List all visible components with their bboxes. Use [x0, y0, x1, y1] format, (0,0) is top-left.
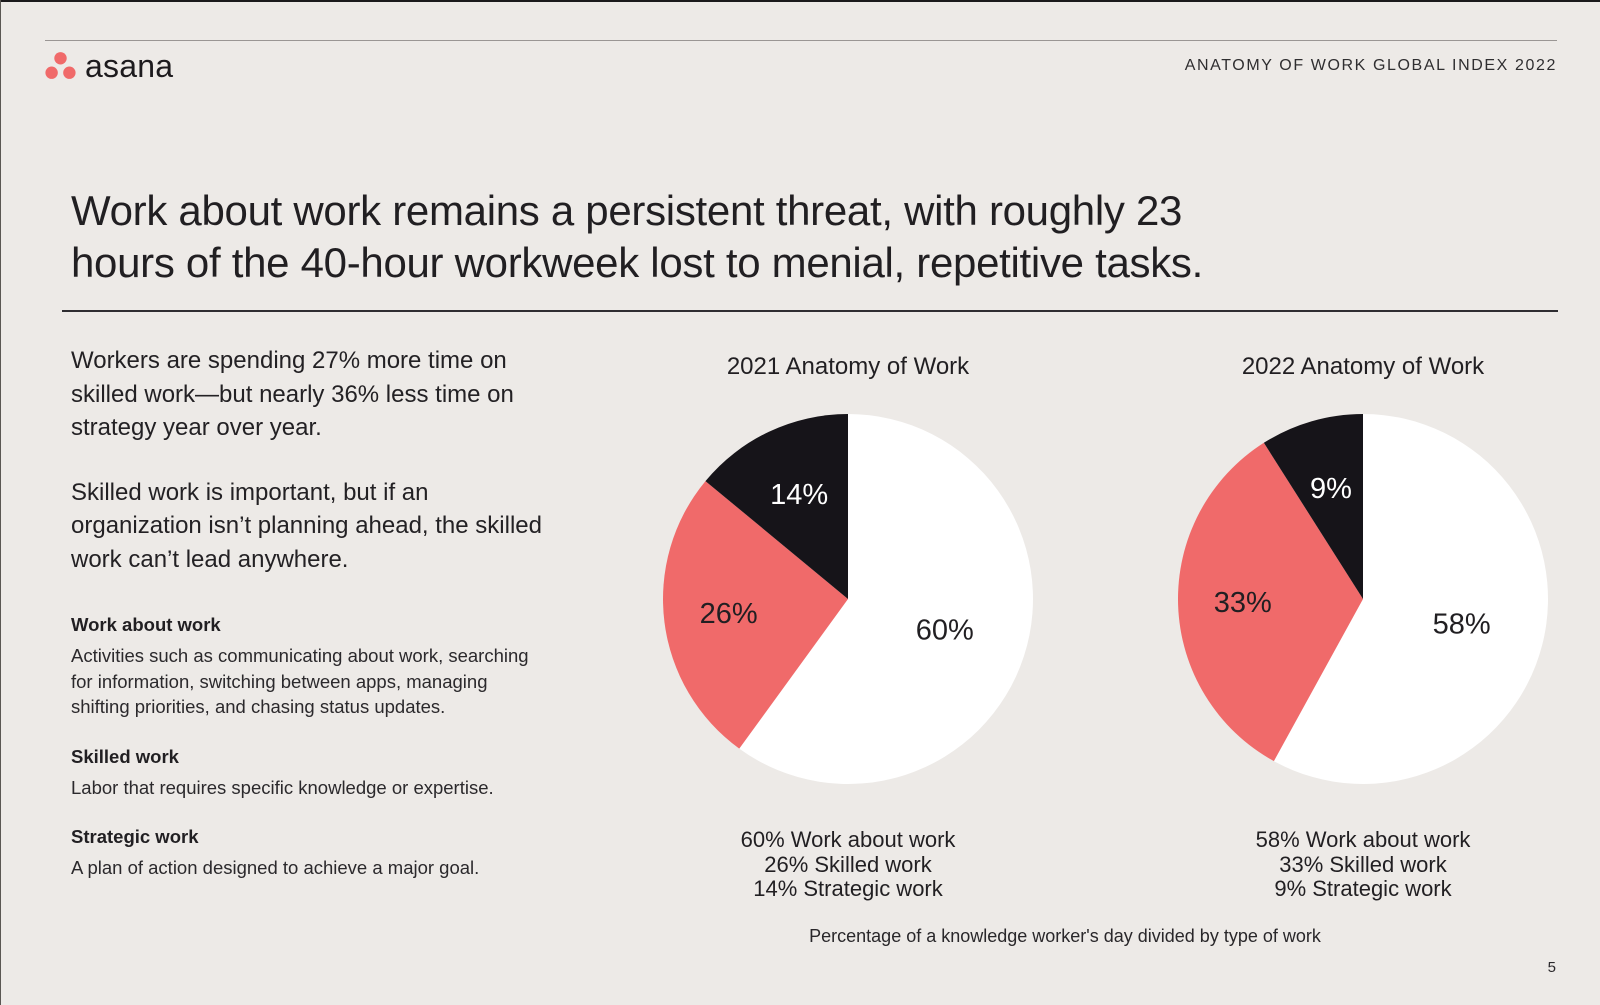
page-title-line2: hours of the 40-hour workweek lost to menial, repetitive tasks. [71, 239, 1203, 287]
pie-slice-value-label: 60% [915, 614, 974, 647]
definition-body-work-about-work: Activities such as communicating about work, searching for information, switching between apps, managing shifting priorities, and chasing status updates. [71, 645, 529, 717]
legend-line: 9% Strategic work [1274, 876, 1452, 901]
pie-2022-legend [1178, 828, 1548, 902]
legend-line: 26% Skilled work [764, 851, 932, 877]
page-title [71, 185, 1371, 289]
legend-line: 33% Skilled work [1279, 851, 1447, 877]
definition-term-work-about-work: Work about work [71, 614, 221, 635]
pie-chart-2021-title: 2021 Anatomy of Work [726, 353, 970, 380]
legend-line: 14% Strategic work [753, 876, 943, 901]
title-divider [62, 310, 1558, 312]
page-title-line1: Work about work remains a persistent threat, with roughly 23 [71, 187, 1183, 235]
window-left-edge [0, 0, 1, 1005]
pie-2021-legend [663, 828, 1033, 902]
pie-chart-2022-title: 2022 Anatomy of Work [1241, 353, 1485, 380]
pie-2022 [1178, 414, 1548, 784]
legend-line: 60% Work about work [740, 827, 956, 852]
intro-column [71, 344, 549, 907]
pie-slice-value-label: 58% [1432, 608, 1491, 641]
intro-paragraph-2: Skilled work is important, but if an organization isn’t planning ahead, the skilled work can’t lead anywhere. [71, 478, 542, 573]
pie-chart-2022 [1178, 352, 1548, 902]
chart-caption: Percentage of a knowledge worker's day divided by type of work [809, 926, 1321, 946]
definition-term-strategic-work: Strategic work [71, 826, 199, 847]
asana-logo [45, 50, 173, 82]
asana-three-dots-icon [45, 51, 76, 80]
definition-body-strategic-work: A plan of action designed to achieve a major goal. [71, 857, 480, 878]
header-divider [45, 40, 1557, 41]
legend-line: 58% Work about work [1255, 827, 1471, 852]
intro-paragraph-1: Workers are spending 27% more time on skilled work—but nearly 36% less time on strategy year over year. [71, 347, 514, 441]
pie-chart-2021 [663, 352, 1033, 902]
pie-slice-value-label: 9% [1310, 472, 1352, 505]
report-title-tag: ANATOMY OF WORK GLOBAL INDEX 2022 [1184, 57, 1557, 74]
pie-2021 [663, 414, 1033, 784]
pie-slice-value-label: 14% [770, 479, 829, 512]
pie-slice-value-label: 26% [699, 598, 758, 631]
window-top-edge [0, 0, 1600, 2]
pie-slice-value-label: 33% [1213, 586, 1272, 619]
definition-body-skilled-work: Labor that requires specific knowledge or expertise. [71, 776, 494, 798]
page-number: 5 [1547, 959, 1556, 976]
definition-term-skilled-work: Skilled work [71, 745, 179, 767]
brand-wordmark: asana [85, 48, 174, 84]
